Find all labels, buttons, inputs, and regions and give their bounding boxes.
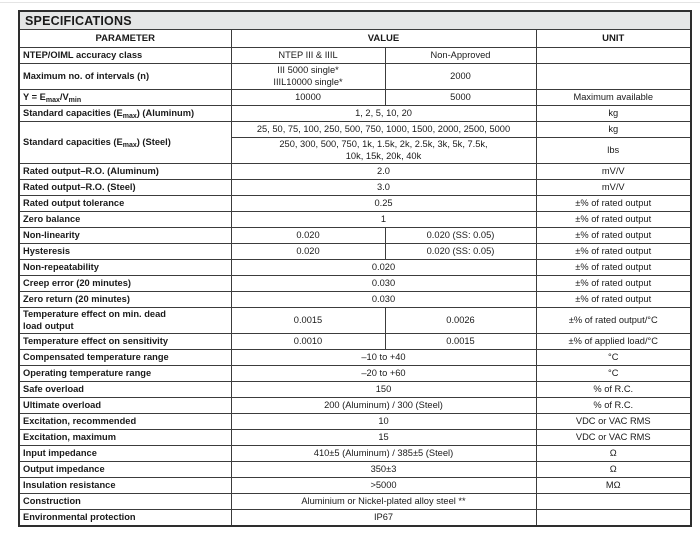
- parameter-cell: Zero balance: [19, 212, 231, 228]
- table-row-environmental-protection: [19, 510, 691, 526]
- unit-cell: ±% of applied load/°C: [536, 334, 691, 350]
- parameter-cell: Ultimate overload: [19, 398, 231, 414]
- table-row-non-linearity: [19, 228, 691, 244]
- unit-cell: ±% of rated output: [536, 196, 691, 212]
- unit-cell: % of R.C.: [536, 382, 691, 398]
- parameter-cell: Excitation, recommended: [19, 414, 231, 430]
- unit-cell: VDC or VAC RMS: [536, 414, 691, 430]
- table-row-safe-overload: [19, 382, 691, 398]
- table-row-accuracy-class: [19, 48, 691, 64]
- value-cell: 0.0010: [231, 334, 385, 350]
- value-cell: 25, 50, 75, 100, 250, 500, 750, 1000, 1500, 2000, 2500, 5000: [231, 122, 536, 138]
- table-row-creep-error: [19, 276, 691, 292]
- table-row-compensated-temp-range: [19, 350, 691, 366]
- value-cell: 250, 300, 500, 750, 1k, 1.5k, 2k, 2.5k, 3k, 5k, 7.5k, 10k, 15k, 20k, 40k: [231, 138, 536, 164]
- value-cell: 3.0: [231, 180, 536, 196]
- value-cell: 0.020 (SS: 0.05): [385, 244, 536, 260]
- unit-cell: lbs: [536, 138, 691, 164]
- table-row-temp-effect-dead-load: [19, 308, 691, 334]
- column-header-parameter: PARAMETER: [19, 30, 231, 48]
- parameter-cell: Excitation, maximum: [19, 430, 231, 446]
- value-cell: 350±3: [231, 462, 536, 478]
- value-cell: 2.0: [231, 164, 536, 180]
- value-cell: 150: [231, 382, 536, 398]
- table-row-rated-output-steel: [19, 180, 691, 196]
- value-cell: 0.030: [231, 292, 536, 308]
- table-row-non-repeatability: [19, 260, 691, 276]
- table-row-temp-effect-sensitivity: [19, 334, 691, 350]
- unit-cell: Ω: [536, 446, 691, 462]
- unit-cell: [536, 48, 691, 64]
- unit-cell: Maximum available: [536, 90, 691, 106]
- table-title: SPECIFICATIONS: [19, 11, 691, 30]
- parameter-cell: $Y = E_{max}/V_{min}$: [19, 90, 231, 106]
- table-row-max-intervals: [19, 64, 691, 90]
- unit-cell: ±% of rated output/°C: [536, 308, 691, 334]
- unit-cell: MΩ: [536, 478, 691, 494]
- unit-cell: % of R.C.: [536, 398, 691, 414]
- page-top-edge-line: [0, 2, 700, 3]
- value-cell: III 5000 single* IIIL10000 single*: [231, 64, 385, 90]
- unit-cell: mV/V: [536, 180, 691, 196]
- table-row-output-impedance: [19, 462, 691, 478]
- parameter-cell: Maximum no. of intervals (n): [19, 64, 231, 90]
- value-cell: –10 to +40: [231, 350, 536, 366]
- value-cell: Non-Approved: [385, 48, 536, 64]
- parameter-cell: Insulation resistance: [19, 478, 231, 494]
- unit-cell: mV/V: [536, 164, 691, 180]
- parameter-cell: Operating temperature range: [19, 366, 231, 382]
- value-cell: 0.0026: [385, 308, 536, 334]
- unit-cell: ±% of rated output: [536, 276, 691, 292]
- value-cell: 0.0015: [231, 308, 385, 334]
- column-header-value: VALUE: [231, 30, 536, 48]
- table-row-excitation-recommended: [19, 414, 691, 430]
- table-row-operating-temp-range: [19, 366, 691, 382]
- parameter-cell: Temperature effect on min. dead load output: [19, 308, 231, 334]
- value-cell: 15: [231, 430, 536, 446]
- value-cell: 0.020: [231, 260, 536, 276]
- table-title-row: [19, 11, 691, 30]
- parameter-cell: Output impedance: [19, 462, 231, 478]
- parameter-cell: Temperature effect on sensitivity: [19, 334, 231, 350]
- value-cell: 5000: [385, 90, 536, 106]
- value-cell: 0.020: [231, 228, 385, 244]
- value-cell: 1: [231, 212, 536, 228]
- parameter-cell: Non-repeatability: [19, 260, 231, 276]
- unit-cell: ±% of rated output: [536, 212, 691, 228]
- parameter-cell: Rated output–R.O. (Steel): [19, 180, 231, 196]
- parameter-cell: Standard capacities $(E_{max})$ (Steel): [19, 122, 231, 164]
- specifications-table-container: [18, 10, 692, 527]
- table-row-capacities-aluminum: [19, 106, 691, 122]
- value-cell: 10000: [231, 90, 385, 106]
- unit-cell: ±% of rated output: [536, 292, 691, 308]
- value-cell: 10: [231, 414, 536, 430]
- parameter-cell: Zero return (20 minutes): [19, 292, 231, 308]
- value-cell: IP67: [231, 510, 536, 526]
- table-row-capacities-steel-kg: [19, 122, 691, 138]
- parameter-cell: Rated output–R.O. (Aluminum): [19, 164, 231, 180]
- parameter-cell: Compensated temperature range: [19, 350, 231, 366]
- table-row-hysteresis: [19, 244, 691, 260]
- value-cell: >5000: [231, 478, 536, 494]
- parameter-cell: Standard capacities $(E_{max})$ (Aluminum): [19, 106, 231, 122]
- table-row-zero-return: [19, 292, 691, 308]
- unit-cell: kg: [536, 122, 691, 138]
- value-cell: Aluminium or Nickel-plated alloy steel **: [231, 494, 536, 510]
- parameter-cell: Creep error (20 minutes): [19, 276, 231, 292]
- unit-cell: ±% of rated output: [536, 260, 691, 276]
- unit-cell: kg: [536, 106, 691, 122]
- value-cell: 0.25: [231, 196, 536, 212]
- unit-cell: [536, 64, 691, 90]
- table-row-zero-balance: [19, 212, 691, 228]
- parameter-cell: NTEP/OIML accuracy class: [19, 48, 231, 64]
- value-cell: 0.020: [231, 244, 385, 260]
- value-cell: 410±5 (Aluminum) / 385±5 (Steel): [231, 446, 536, 462]
- value-cell: 0.0015: [385, 334, 536, 350]
- unit-cell: Ω: [536, 462, 691, 478]
- value-cell: 2000: [385, 64, 536, 90]
- value-cell: 0.030: [231, 276, 536, 292]
- unit-cell: °C: [536, 366, 691, 382]
- table-row-rated-output-tolerance: [19, 196, 691, 212]
- table-row-input-impedance: [19, 446, 691, 462]
- parameter-cell: Rated output tolerance: [19, 196, 231, 212]
- value-cell: 200 (Aluminum) / 300 (Steel): [231, 398, 536, 414]
- table-row-ultimate-overload: [19, 398, 691, 414]
- value-cell: NTEP III & IIIL: [231, 48, 385, 64]
- table-row-y-emax-vmin: [19, 90, 691, 106]
- parameter-cell: Environmental protection: [19, 510, 231, 526]
- unit-cell: ±% of rated output: [536, 244, 691, 260]
- unit-cell: [536, 510, 691, 526]
- parameter-cell: Construction: [19, 494, 231, 510]
- parameter-cell: Input impedance: [19, 446, 231, 462]
- unit-cell: VDC or VAC RMS: [536, 430, 691, 446]
- parameter-cell: Non-linearity: [19, 228, 231, 244]
- specifications-table: [18, 10, 692, 527]
- value-cell: 0.020 (SS: 0.05): [385, 228, 536, 244]
- table-row-excitation-maximum: [19, 430, 691, 446]
- table-row-rated-output-aluminum: [19, 164, 691, 180]
- table-row-insulation-resistance: [19, 478, 691, 494]
- table-header-row: [19, 30, 691, 48]
- unit-cell: °C: [536, 350, 691, 366]
- parameter-cell: Safe overload: [19, 382, 231, 398]
- parameter-cell: Hysteresis: [19, 244, 231, 260]
- column-header-unit: UNIT: [536, 30, 691, 48]
- unit-cell: ±% of rated output: [536, 228, 691, 244]
- table-row-construction: [19, 494, 691, 510]
- unit-cell: [536, 494, 691, 510]
- value-cell: 1, 2, 5, 10, 20: [231, 106, 536, 122]
- value-cell: –20 to +60: [231, 366, 536, 382]
